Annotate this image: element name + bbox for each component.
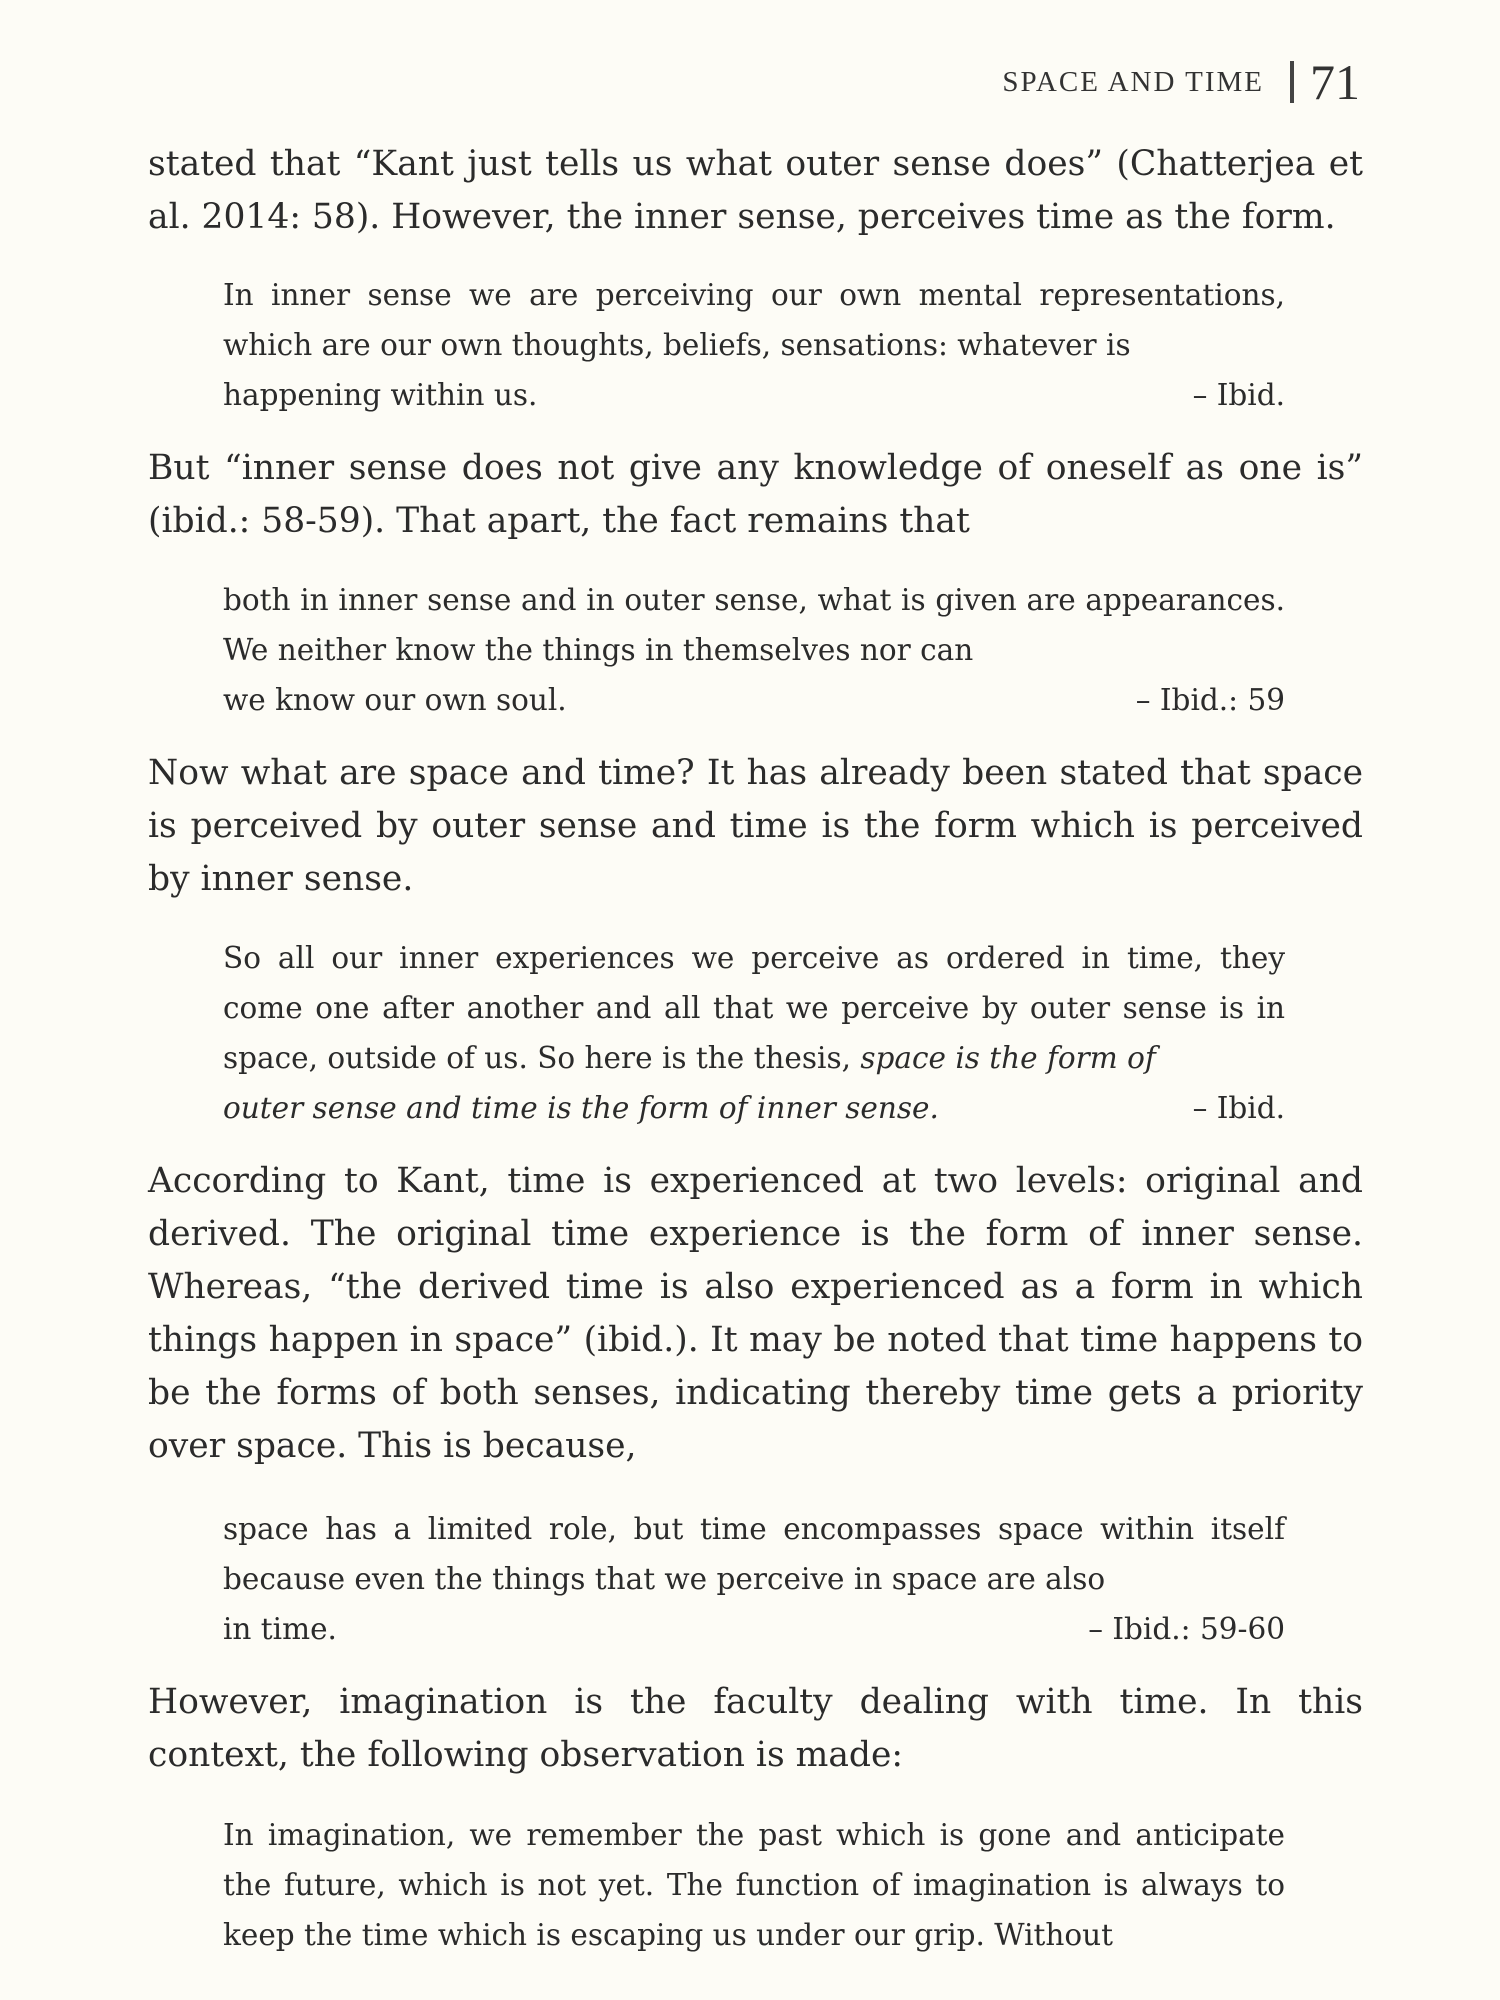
quote-text-end: we know our own soul.: [223, 683, 567, 717]
block-quote-2: [223, 575, 1285, 725]
quote-source: – Ibid.: 59-60: [1088, 1612, 1285, 1646]
quote-text: So all our inner experiences we perceive as ordered in time, they come one after another and all that we perceive by outer sense is in space, outside of us. So here is the thesis,: [223, 941, 1285, 1075]
quote-text: In inner sense we are perceiving our own mental representations, which are our own thoughts, beliefs, sensations: whatever is: [223, 278, 1285, 362]
block-quote-1: [223, 270, 1285, 420]
quote-last-line: [223, 675, 1285, 725]
paragraph-3: Now what are space and time? It has already been stated that space is perceived by outer sense and time is the form which is perceived by inner sense.: [148, 753, 1363, 899]
quote-italic-text-end: outer sense and time is the form of inner sense.: [223, 1091, 939, 1125]
quote-last-line: [223, 1604, 1285, 1654]
quote-text: both in inner sense and in outer sense, what is given are appearances. We neither know the things in themselves nor can: [223, 583, 1285, 667]
quote-text-end: happening within us.: [223, 378, 538, 412]
quote-source: – Ibid.: [1192, 378, 1285, 412]
block-quote-5: [223, 1810, 1285, 1960]
paragraph-1: stated that “Kant just tells us what outer sense does” (Chatterjea et al. 2014: 58). However, the inner sense, perceives time as the form.: [148, 144, 1363, 237]
block-quote-3: [223, 933, 1285, 1133]
running-head: SPACE AND TIME: [1002, 65, 1264, 98]
quote-source: – Ibid.: [1192, 1091, 1285, 1125]
quote-last-line: [223, 370, 1285, 420]
quote-last-line: [223, 1083, 1285, 1133]
page-number: 71: [1310, 54, 1360, 110]
quote-source: – Ibid.: 59: [1135, 683, 1285, 717]
quote-text-end: in time.: [223, 1612, 337, 1646]
quote-text: space has a limited role, but time encompasses space within itself because even the things that we perceive in space are also: [223, 1512, 1285, 1596]
paragraph-2: But “inner sense does not give any knowledge of oneself as one is” (ibid.: 58-59). That apart, the fact remains that: [148, 448, 1363, 541]
page-header: [900, 52, 1360, 112]
header-divider: [1290, 61, 1294, 103]
block-quote-4: [223, 1504, 1285, 1654]
quote-italic-text: space is the form of: [860, 1041, 1156, 1075]
quote-text: In imagination, we remember the past which is gone and anticipate the future, which is not yet. The function of imagination is always to keep the time which is escaping us under our grip. Without: [223, 1818, 1285, 1952]
paragraph-4: According to Kant, time is experienced at two levels: original and derived. The original time experience is the form of inner sense. Whereas, “the derived time is also experienced as a form in which things happen in space” (ibid.). It may be noted that time happens to be the forms of both senses, indicating thereby time gets a priority over space. This is because,: [148, 1161, 1363, 1466]
paragraph-5: However, imagination is the faculty dealing with time. In this context, the following observation is made:: [148, 1682, 1363, 1775]
